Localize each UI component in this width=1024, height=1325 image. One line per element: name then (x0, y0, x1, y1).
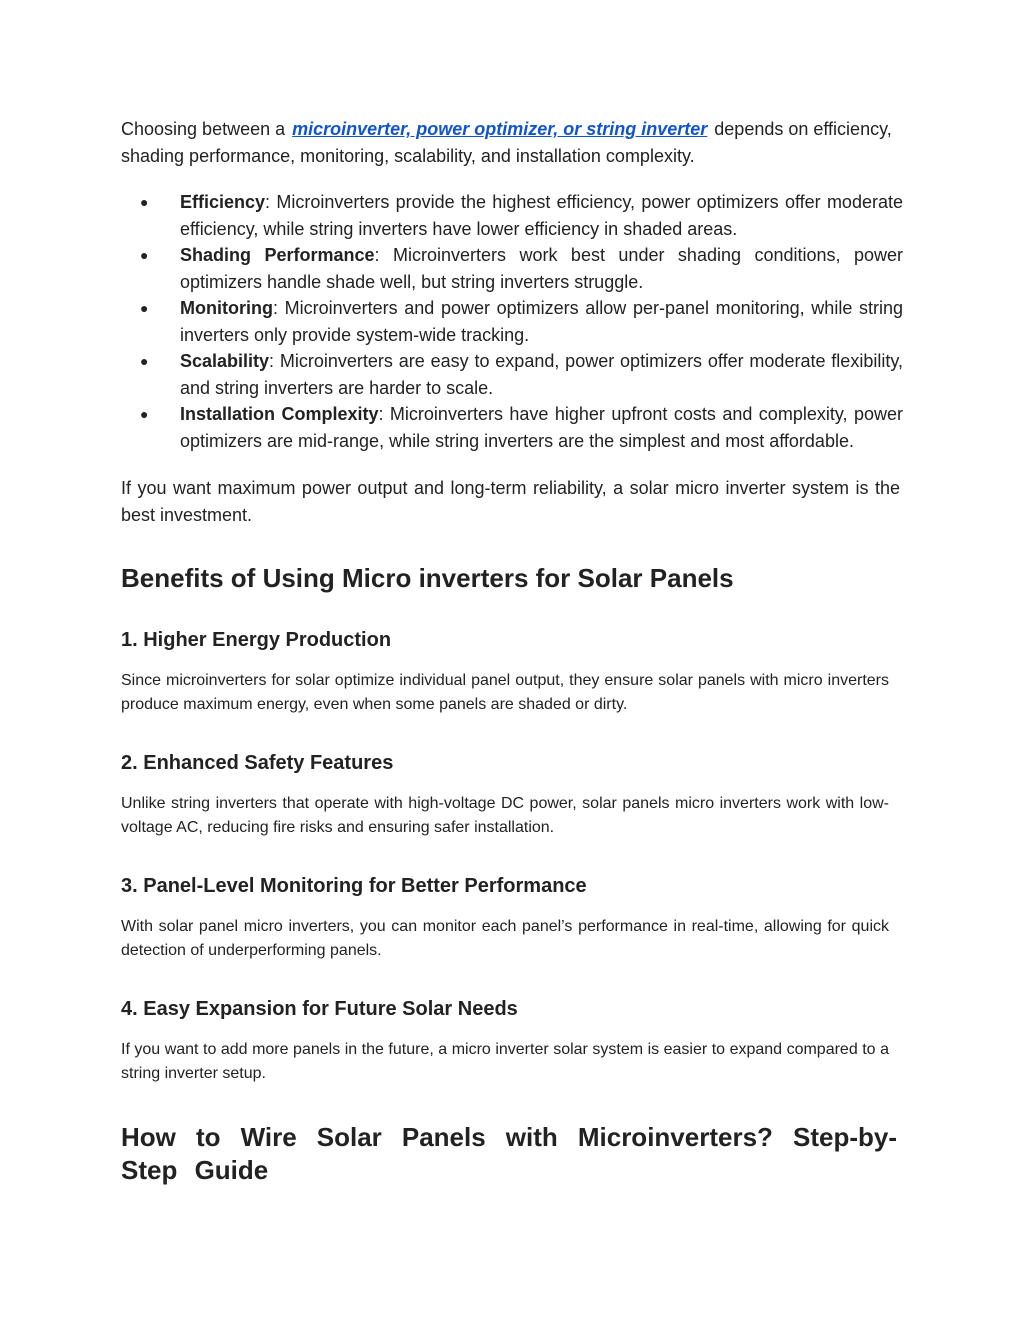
benefits-heading: Benefits of Using Micro inverters for Solar Panels (121, 563, 734, 593)
conclusion-paragraph: If you want maximum power output and long-term reliability, a solar micro inverter system is the best investment. (121, 478, 900, 525)
benefit-section (121, 873, 903, 963)
list-item (140, 401, 903, 454)
list-item (140, 242, 903, 295)
intro-paragraph (121, 116, 903, 170)
bullet-icon: ● (140, 247, 149, 263)
factor-term: Scalability (180, 351, 270, 371)
factor-description: : Microinverters are easy to expand, power optimizers offer moderate flexibility, and string inverters are harder to scale. (180, 351, 903, 398)
factor-term: Efficiency (180, 192, 266, 212)
list-item (140, 348, 903, 401)
benefit-section (121, 996, 903, 1086)
factor-term: Shading Performance (180, 245, 375, 265)
intro-text-after: depends on efficiency, shading performance, monitoring, scalability, and installation complexity. (121, 119, 892, 166)
benefit-title: 1. Higher Energy Production (121, 629, 392, 651)
benefit-text: Unlike string inverters that operate with high-voltage DC power, solar panels micro inverters work with low-voltage AC, reducing fire risks and ensuring safer installation. (121, 795, 889, 836)
list-item (140, 189, 903, 242)
factor-description: : Microinverters have higher upfront costs and complexity, power optimizers are mid-range, while string inverters are the simplest and most affordable. (180, 404, 903, 451)
benefit-text: With solar panel micro inverters, you can monitor each panel’s performance in real-time, allowing for quick detection of underperforming panels. (121, 918, 889, 959)
bullet-icon: ● (140, 300, 149, 316)
factor-description: : Microinverters and power optimizers allow per-panel monitoring, while string inverters only provide system-wide tracking. (180, 298, 903, 345)
benefit-text: If you want to add more panels in the future, a micro inverter solar system is easier to expand compared to a string inverter setup. (121, 1041, 889, 1082)
bullet-icon: ● (140, 353, 149, 369)
list-item (140, 295, 903, 348)
bullet-icon: ● (140, 406, 149, 422)
benefit-section (121, 750, 903, 840)
benefit-section (121, 627, 903, 717)
comparison-factor-list (121, 189, 903, 454)
inverter-comparison-link[interactable]: microinverter, power optimizer, or string inverter (292, 119, 708, 139)
factor-term: Monitoring (180, 298, 273, 318)
factor-term: Installation Complexity (180, 404, 379, 424)
benefit-title: 4. Easy Expansion for Future Solar Needs (121, 998, 518, 1020)
benefit-text: Since microinverters for solar optimize individual panel output, they ensure solar panels with micro inverters produce maximum energy, even when some panels are shaded or dirty. (121, 672, 889, 713)
benefit-title: 3. Panel-Level Monitoring for Better Performance (121, 875, 587, 897)
factor-description: : Microinverters provide the highest efficiency, power optimizers offer moderate efficiency, while string inverters have lower efficiency in shaded areas. (180, 192, 903, 239)
benefit-title: 2. Enhanced Safety Features (121, 752, 394, 774)
wiring-guide-heading: How to Wire Solar Panels with Microinverters? Step-by-Step Guide (121, 1122, 897, 1185)
factor-description: : Microinverters work best under shading conditions, power optimizers handle shade well, but string inverters struggle. (180, 245, 903, 292)
bullet-icon: ● (140, 194, 149, 210)
intro-text-before: Choosing between a (121, 119, 286, 139)
